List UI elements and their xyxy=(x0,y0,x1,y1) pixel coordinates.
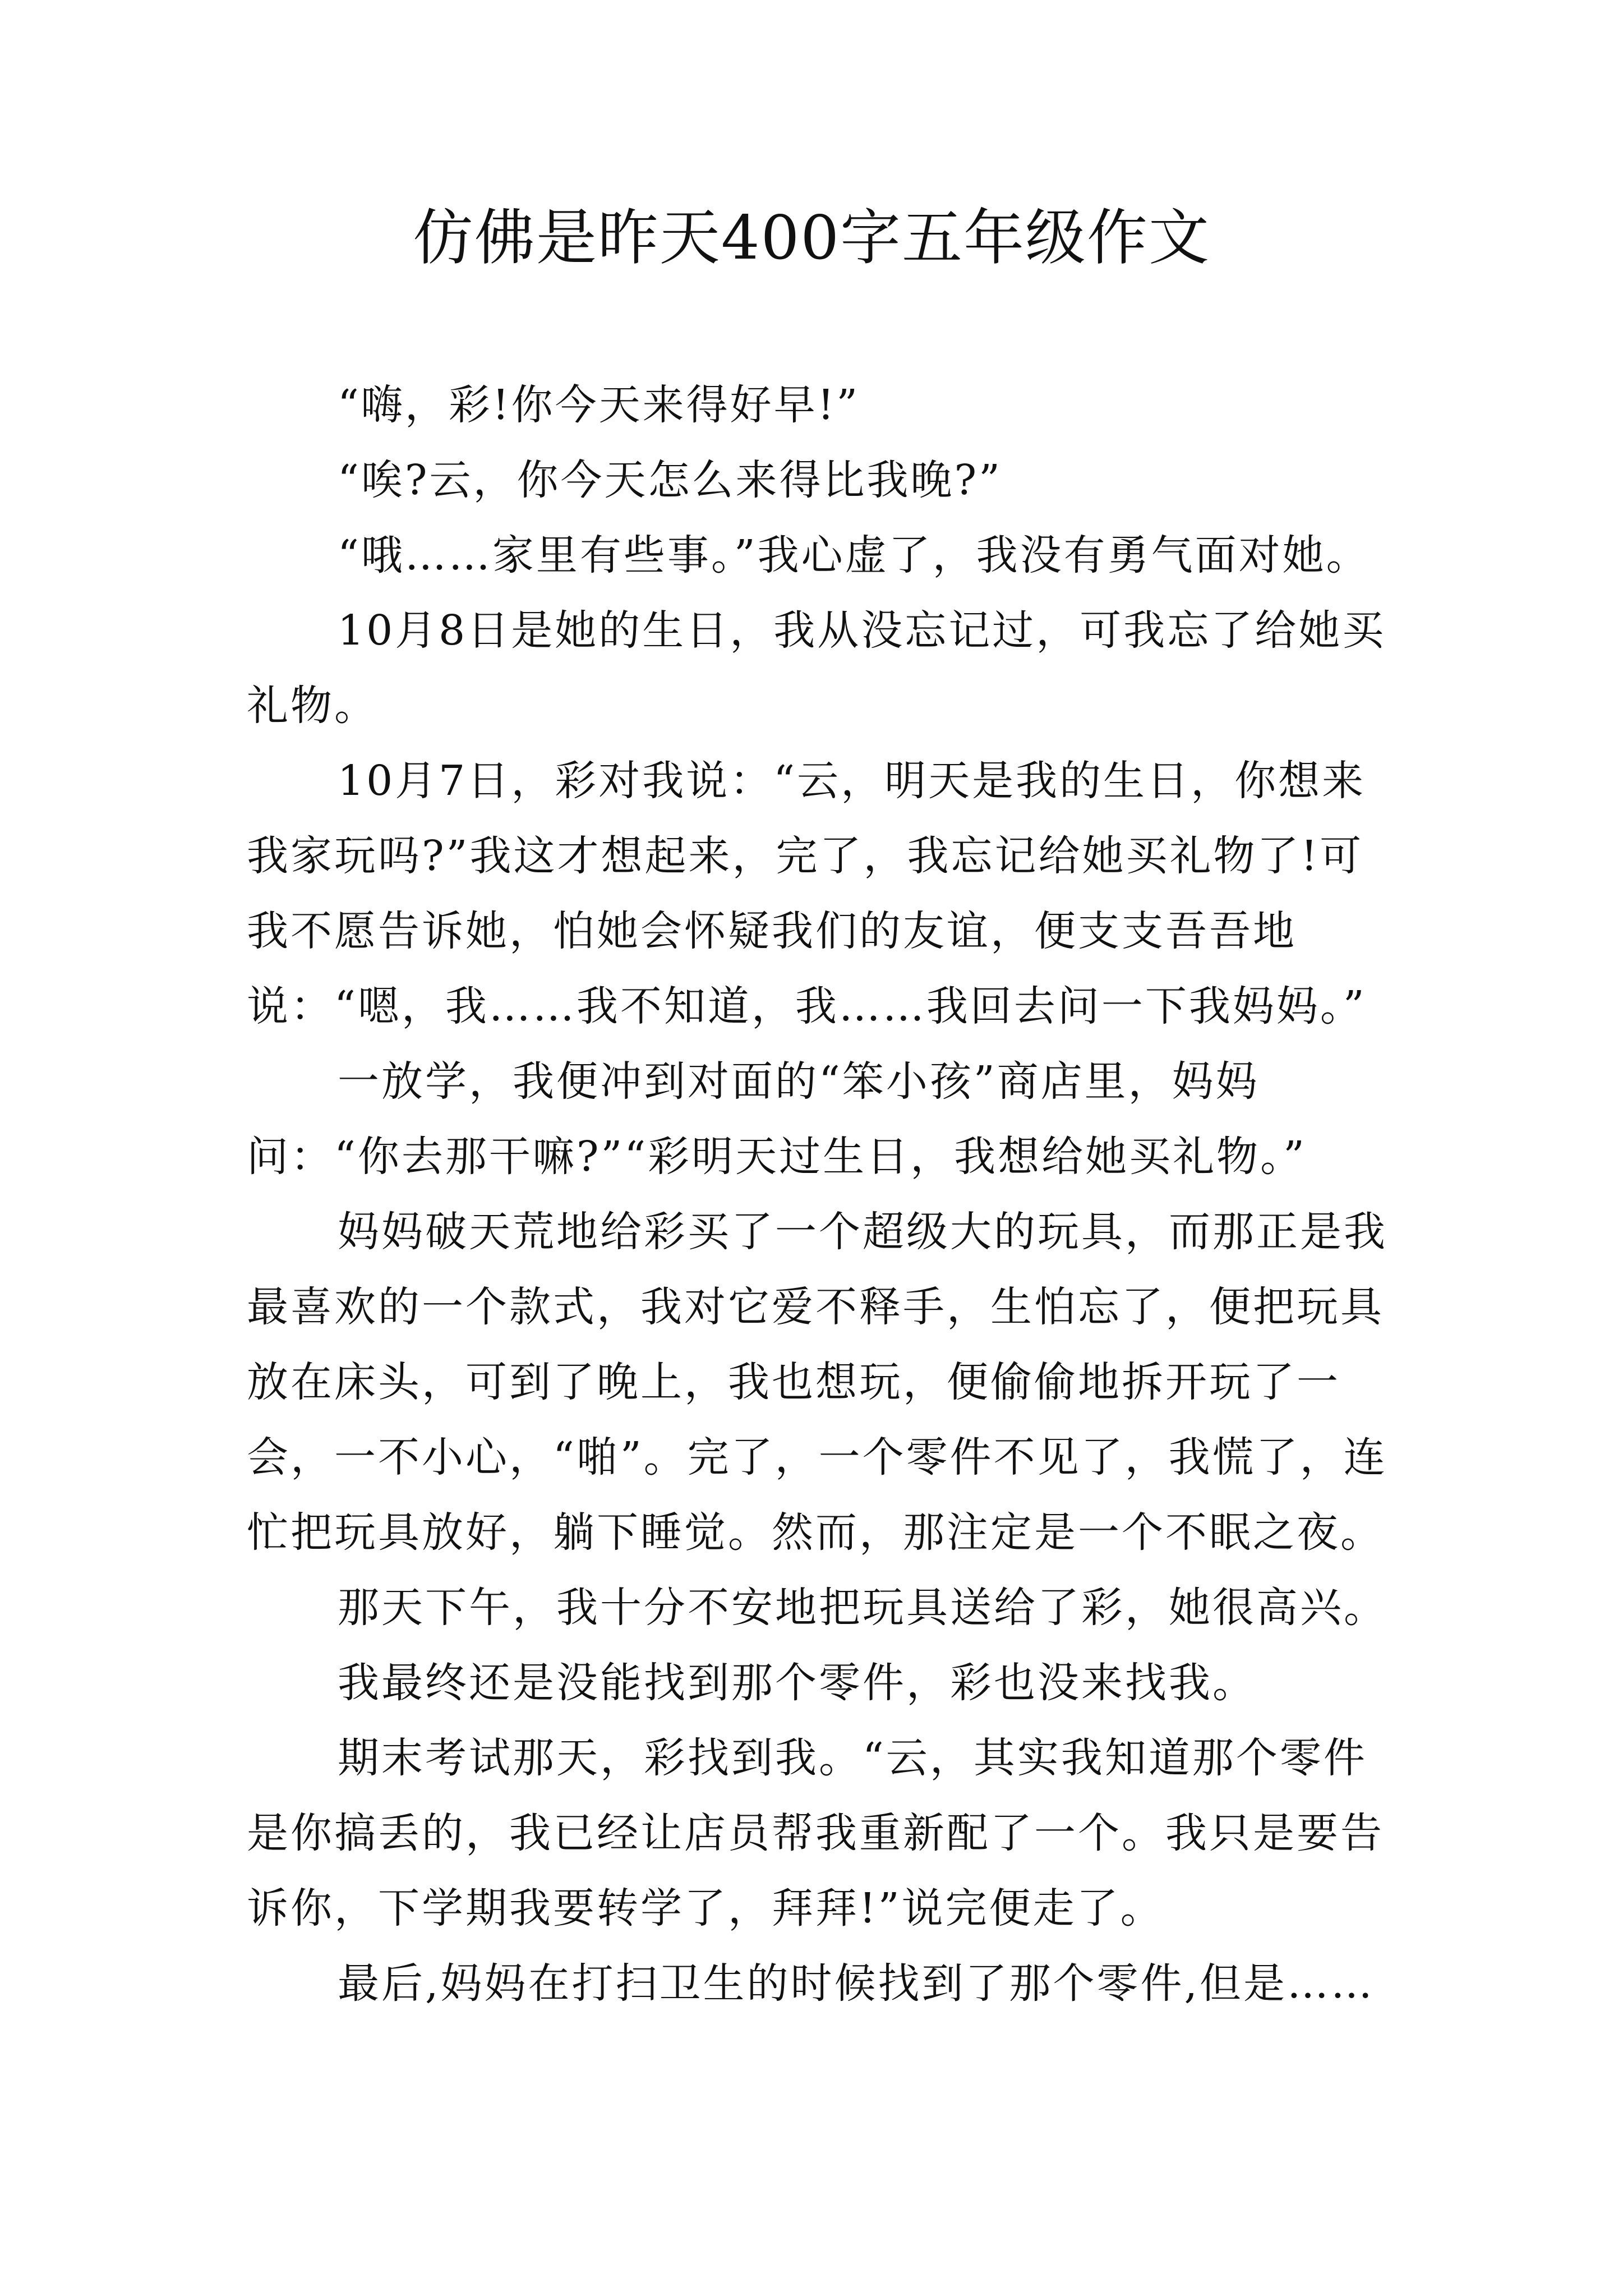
document-title: 仿佛是昨天400字五年级作文 xyxy=(412,203,1211,273)
paragraph-6: 一放学，我便冲到对面的“笨小孩”商店里，妈妈问：“你去那干嘛?”“彩明天过生日，我想给她买礼物。” xyxy=(247,1057,1307,1181)
paragraph-10: 期末考试那天，彩找到我。“云，其实我知道那个零件是你搞丢的，我已经让店员帮我重新配了一个。我只是要告诉你，下学期我要转学了，拜拜!”说完便走了。 xyxy=(247,1734,1384,1932)
paragraph-8: 那天下午，我十分不安地把玩具送给了彩，她很高兴。 xyxy=(338,1584,1387,1632)
paragraph-2: “唉?云，你今天怎么来得比我晚?” xyxy=(338,456,1003,504)
paragraph-11: 最后,妈妈在打扫卫生的时候找到了那个零件,但是…… xyxy=(338,1959,1375,2008)
paragraph-9: 我最终还是没能找到那个零件，彩也没来找我。 xyxy=(338,1659,1256,1707)
document-body xyxy=(247,367,1396,2021)
paragraph-3: “哦……家里有些事。”我心虚了，我没有勇气面对她。 xyxy=(338,531,1370,579)
paragraph-1: “嗨，彩!你今天来得好早!” xyxy=(338,381,860,429)
paragraph-7: 妈妈破天荒地给彩买了一个超级大的玩具，而那正是我最喜欢的一个款式，我对它爱不释手，生怕忘了，便把玩具放在床头，可到了晚上，我也想玩，便偷偷地拆开玩了一会，一不小心，“啪”。完了，一个零件不见了，我慌了，连忙把玩具放好，躺下睡觉。然而，那注定是一个不眠之夜。 xyxy=(247,1208,1387,1557)
paragraph-5: 10月7日，彩对我说：“云，明天是我的生日，你想来我家玩吗?”我这才想起来，完了，我忘记给她买礼物了!可我不愿告诉她，怕她会怀疑我们的友谊，便支支吾吾地说：“嗯，我……我不知道，我……我回去问一下我妈妈。” xyxy=(247,757,1367,1030)
paragraph-4: 10月8日是她的生日，我从没忘记过，可我忘了给她买礼物。 xyxy=(247,606,1386,730)
